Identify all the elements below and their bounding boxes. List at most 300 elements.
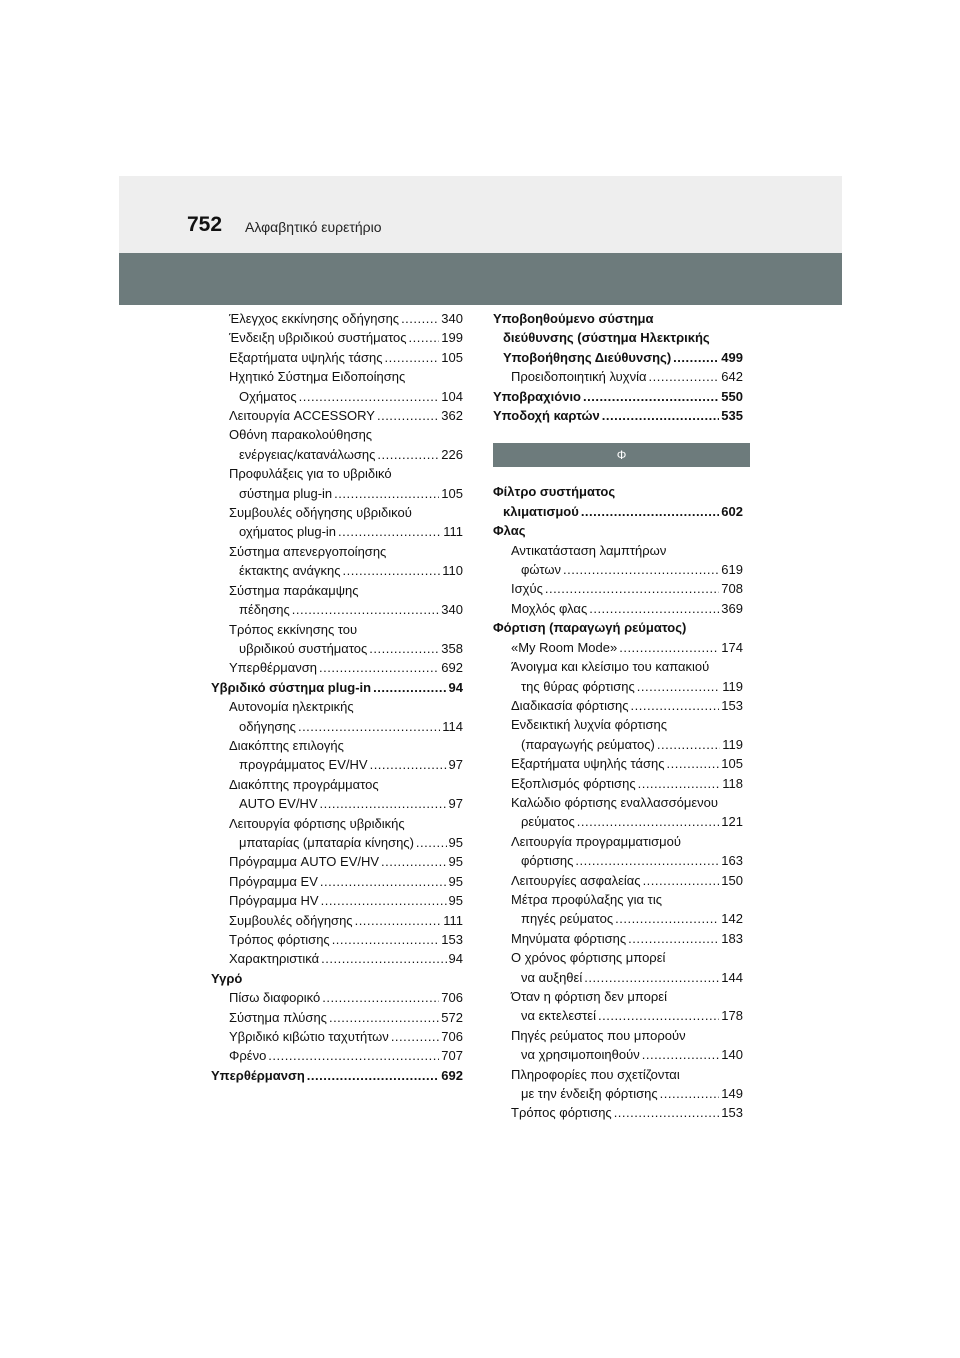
index-term: Υποβοήθησης Διεύθυνσης)	[503, 349, 672, 365]
index-entry-line	[493, 406, 743, 425]
dot-leader	[369, 639, 439, 658]
section-title: Αλφαβητικό ευρετήριο	[245, 219, 382, 235]
page-ref: 692	[441, 1067, 463, 1083]
index-entry	[211, 406, 463, 425]
index-term: (παραγωγής ρεύματος)	[521, 736, 655, 752]
index-term: με την ένδειξη φόρτισης	[521, 1086, 658, 1102]
index-entry-line	[493, 387, 743, 406]
index-term: Φρένο	[229, 1048, 267, 1064]
index-entry-line	[211, 755, 463, 774]
page-ref: 340	[441, 311, 463, 326]
page-ref: 572	[441, 1009, 463, 1025]
page-ref: 692	[441, 660, 463, 676]
index-entry	[211, 872, 463, 891]
index-entry	[493, 367, 743, 386]
page-ref: 94	[448, 679, 463, 695]
index-entry	[211, 1046, 463, 1065]
index-term: Διακόπτης προγράμματος	[229, 776, 379, 792]
index-term: Εξαρτήματα υψηλής τάσης	[511, 756, 665, 772]
index-entry-line	[493, 1084, 743, 1103]
page-ref: 105	[441, 485, 463, 501]
index-term: Λειτουργία φόρτισης υβριδικής	[229, 815, 405, 831]
index-entry	[211, 309, 463, 328]
index-term: Φίλτρο συστήματος	[493, 484, 616, 500]
index-entry	[211, 911, 463, 930]
index-term: Φλας	[493, 523, 526, 539]
index-entry	[493, 774, 743, 793]
index-entry-line	[211, 717, 463, 736]
index-term: Συμβουλές οδήγησης	[229, 912, 353, 928]
index-term: Καλώδιο φόρτισης εναλλασσόμενου	[511, 794, 719, 810]
index-term: Τρόπος εκκίνησης του	[229, 621, 358, 637]
dot-leader	[329, 1008, 439, 1027]
index-entry-line	[493, 560, 743, 579]
page-number: 752	[187, 213, 223, 236]
index-entry-line	[211, 600, 463, 619]
page-ref: 104	[441, 388, 463, 404]
dot-leader	[657, 735, 720, 754]
page-ref: 174	[721, 639, 743, 655]
index-term: Ενδεικτική λυχνία φόρτισης	[511, 717, 668, 733]
index-term: πηγές ρεύματος	[521, 911, 614, 927]
page-ref: 619	[721, 562, 743, 578]
dot-leader	[637, 677, 720, 696]
index-term: Πρόγραμμα EV	[229, 873, 318, 889]
page-ref: 602	[721, 503, 743, 519]
dot-leader	[416, 833, 447, 852]
index-entry	[493, 987, 743, 1026]
index-entry-line	[211, 387, 463, 406]
page-ref: 706	[441, 990, 463, 1006]
index-term: Υποδοχή καρτών	[493, 408, 600, 424]
dot-leader	[638, 774, 721, 793]
dot-leader	[373, 678, 446, 697]
index-term: να χρησιμοποιηθούν	[521, 1047, 640, 1063]
dot-leader	[334, 484, 439, 503]
dot-leader	[563, 560, 719, 579]
index-entry-line	[211, 833, 463, 852]
page-ref: 706	[441, 1029, 463, 1045]
index-term: Οχήματος	[239, 388, 297, 404]
index-term: Μοχλός φλας	[511, 600, 588, 616]
index-term: διεύθυνσης (σύστημα Ηλεκτρικής	[503, 330, 710, 346]
index-term: Χαρακτηριστικά	[229, 951, 320, 967]
index-term: προγράμματος EV/HV	[239, 757, 368, 773]
index-entry	[211, 620, 463, 659]
index-term: Ένδειξη υβριδικού συστήματος	[229, 330, 407, 346]
index-list-left	[211, 309, 463, 1085]
dot-leader	[377, 406, 439, 425]
index-entry	[493, 1065, 743, 1104]
dot-leader	[409, 328, 440, 347]
dot-leader	[320, 872, 447, 891]
index-entry-line	[211, 348, 463, 367]
index-entry	[493, 406, 743, 425]
index-entry	[211, 367, 463, 406]
index-term: υβριδικού συστήματος	[239, 640, 368, 656]
dot-leader	[628, 929, 719, 948]
index-term: Έλεγχος εκκίνησης οδήγησης	[229, 311, 400, 326]
dot-leader	[660, 1084, 720, 1103]
index-term: οδήγησης	[239, 718, 296, 734]
index-entry-line	[211, 891, 463, 910]
index-entry-line	[493, 929, 743, 948]
page-ref: 119	[722, 736, 743, 752]
dot-leader	[385, 348, 440, 367]
page-ref: 95	[448, 834, 463, 850]
index-entry-line	[211, 309, 463, 328]
index-entry-line	[493, 851, 743, 870]
dot-leader	[332, 930, 440, 949]
index-entry	[211, 891, 463, 910]
index-entry-line	[211, 1027, 463, 1046]
index-entry	[211, 775, 463, 814]
index-entry-line	[493, 774, 743, 793]
dot-leader	[649, 367, 720, 386]
header-band	[119, 176, 842, 253]
index-entry	[211, 814, 463, 853]
index-entry	[493, 482, 743, 521]
index-list-right-bottom	[493, 482, 743, 1122]
index-entry	[211, 949, 463, 968]
index-entry	[211, 930, 463, 949]
index-term: Εξαρτήματα υψηλής τάσης	[229, 349, 383, 365]
index-entry-line	[211, 522, 463, 541]
index-term: Αντικατάσταση λαμπτήρων	[511, 542, 667, 558]
index-term: Διαδικασία φόρτισης	[511, 697, 629, 713]
index-entry-line	[493, 367, 743, 386]
page-ref: 144	[721, 969, 743, 985]
index-term: κλιματισμού	[503, 503, 579, 519]
index-term: Ισχύς	[511, 581, 543, 597]
index-entry	[211, 348, 463, 367]
index-entry-line	[211, 1008, 463, 1027]
index-entry-line	[211, 484, 463, 503]
page-ref: 535	[721, 408, 743, 424]
index-entry-line	[493, 579, 743, 598]
index-entry	[493, 638, 743, 657]
page-ref: 163	[721, 853, 743, 869]
index-entry-line	[211, 678, 463, 697]
page-ref: 114	[442, 718, 463, 734]
index-term: έκτακτης ανάγκης	[239, 563, 341, 579]
index-entry-line	[493, 968, 743, 987]
dot-leader	[338, 522, 441, 541]
page-ref: 97	[448, 757, 463, 773]
index-entry-line	[211, 639, 463, 658]
index-entry-line	[211, 949, 463, 968]
index-entry-line	[493, 677, 743, 696]
index-entry-line	[493, 638, 743, 657]
dot-leader	[631, 696, 720, 715]
index-entry	[493, 696, 743, 715]
index-entry	[211, 1066, 463, 1085]
index-entry	[211, 988, 463, 1007]
dot-leader	[298, 717, 440, 736]
index-term: πέδησης	[239, 602, 290, 618]
dot-leader	[370, 755, 447, 774]
index-entry	[493, 832, 743, 871]
index-term: Υβριδικό σύστημα plug-in	[211, 679, 372, 695]
page-ref: 140	[721, 1047, 743, 1063]
page-ref: 183	[721, 930, 743, 946]
dot-leader	[581, 502, 719, 521]
page-ref: 150	[721, 872, 743, 888]
index-term: Άνοιγμα και κλείσιμο του καπακιού	[511, 659, 710, 675]
index-entry	[493, 871, 743, 890]
index-entry	[211, 1008, 463, 1027]
index-term: Λειτουργίες ασφαλείας	[511, 872, 641, 888]
index-entry-line	[211, 658, 463, 677]
index-entry-line	[493, 812, 743, 831]
dot-leader	[673, 348, 719, 367]
dot-leader	[292, 600, 440, 619]
index-term: Λειτουργία προγραμματισμού	[511, 833, 681, 849]
dot-leader	[598, 1006, 719, 1025]
index-term: να εκτελεστεί	[521, 1008, 596, 1024]
index-entry	[211, 969, 463, 988]
index-term: Σύστημα πλύσης	[229, 1009, 327, 1025]
dot-leader	[381, 852, 446, 871]
index-entry	[493, 309, 743, 367]
page-ref: 119	[722, 678, 743, 694]
page-ref: 105	[441, 349, 463, 365]
index-entry-line	[493, 696, 743, 715]
index-term: Τρόπος φόρτισης	[229, 932, 330, 947]
dot-leader	[321, 891, 447, 910]
dot-leader	[377, 445, 439, 464]
index-entry	[211, 852, 463, 871]
page-ref: 95	[448, 854, 463, 870]
page-ref: 707	[441, 1048, 463, 1064]
index-term: Σύστημα απενεργοποίησης	[229, 543, 387, 559]
index-entry-line	[211, 794, 463, 813]
dot-leader	[319, 658, 439, 677]
page-ref: 642	[721, 369, 743, 385]
index-term: Πρόγραμμα HV	[229, 893, 319, 909]
index-entry-line	[493, 1103, 743, 1122]
index-term: Σύστημα παράκαμψης	[229, 582, 359, 598]
index-entry-line	[493, 871, 743, 890]
page-ref: 95	[448, 893, 463, 909]
index-entry	[493, 1026, 743, 1065]
index-term: Προφυλάξεις για το υβριδικό	[229, 466, 392, 482]
index-term: Υβριδικό κιβώτιο ταχυτήτων	[229, 1029, 389, 1045]
page-ref: 153	[441, 932, 463, 947]
page-ref: 550	[721, 388, 743, 404]
index-term: Υγρό	[211, 970, 243, 986]
dot-leader	[545, 579, 719, 598]
page-ref: 178	[721, 1008, 743, 1024]
index-entry	[211, 697, 463, 736]
index-entry-line	[211, 406, 463, 425]
index-entry-line	[211, 988, 463, 1007]
index-entry	[493, 1103, 743, 1122]
dot-leader	[602, 406, 720, 425]
index-entry	[493, 599, 743, 618]
index-term: Πληροφορίες που σχετίζονται	[511, 1066, 680, 1082]
index-entry-line	[211, 911, 463, 930]
index-term: Υποβραχιόνιο	[493, 388, 581, 404]
index-entry-line	[211, 445, 463, 464]
index-term: Προειδοποιητική λυχνία	[511, 369, 647, 385]
dot-leader	[615, 909, 719, 928]
index-entry	[493, 541, 743, 580]
page-ref: 199	[441, 330, 463, 346]
index-entry	[493, 715, 743, 754]
index-entry	[493, 948, 743, 987]
dot-leader	[355, 911, 442, 930]
page-ref: 149	[721, 1086, 743, 1102]
page-ref: 340	[441, 602, 463, 618]
index-term: φόρτισης	[521, 853, 574, 869]
index-term: Αυτονομία ηλεκτρικής	[229, 699, 354, 715]
index-term: ενέργειας/κατανάλωσης	[239, 446, 376, 462]
index-term: AUTO EV/HV	[239, 796, 318, 812]
index-entry	[493, 387, 743, 406]
page-ref: 111	[443, 912, 463, 928]
index-entry	[211, 581, 463, 620]
dot-leader	[642, 1045, 720, 1064]
index-term: Μηνύματα φόρτισης	[511, 930, 627, 946]
index-entry	[211, 503, 463, 542]
dot-leader	[575, 851, 719, 870]
index-entry	[211, 464, 463, 503]
dot-leader	[268, 1046, 439, 1065]
dot-leader	[583, 387, 719, 406]
index-term: ρεύματος	[521, 814, 575, 830]
page-ref: 153	[721, 697, 743, 713]
page-ref: 95	[448, 873, 463, 889]
index-entry-line	[493, 502, 743, 521]
index-entry	[493, 579, 743, 598]
dot-leader	[667, 754, 720, 773]
dot-leader	[320, 794, 447, 813]
index-entry	[493, 890, 743, 929]
index-entry-line	[211, 1046, 463, 1065]
index-entry	[493, 657, 743, 696]
dot-leader	[322, 988, 439, 1007]
index-term: Ο χρόνος φόρτισης μπορεί	[511, 950, 666, 966]
index-term: Πίσω διαφορικό	[229, 990, 321, 1006]
index-term: «My Room Mode»	[511, 639, 618, 655]
dot-leader	[307, 1066, 440, 1085]
page-ref: 499	[721, 349, 743, 365]
page-ref: 118	[722, 775, 743, 791]
index-term: να αυξηθεί	[521, 969, 583, 985]
dot-leader	[577, 812, 720, 831]
page-ref: 708	[721, 581, 743, 597]
index-entry	[493, 793, 743, 832]
index-entry	[211, 542, 463, 581]
page-ref: 97	[448, 796, 463, 812]
index-term: φώτων	[521, 562, 561, 578]
index-entry	[493, 618, 743, 637]
index-column-left	[211, 309, 463, 1085]
index-entry-line	[493, 348, 743, 367]
dot-leader	[614, 1103, 720, 1122]
index-term: Υποβοηθούμενο σύστημα	[493, 311, 654, 326]
index-entry-line	[211, 561, 463, 580]
letter-section-header: Φ	[493, 443, 750, 467]
page-ref: 153	[721, 1105, 743, 1121]
dot-leader	[643, 871, 720, 890]
index-term: Λειτουργία ACCESSORY	[229, 408, 375, 424]
index-entry	[493, 521, 743, 540]
index-term: οχήματος plug-in	[239, 524, 337, 540]
index-entry-line	[493, 735, 743, 754]
index-term: σύστημα plug-in	[239, 485, 333, 501]
index-term: Πρόγραμμα AUTO EV/HV	[229, 854, 380, 870]
page-ref: 94	[448, 951, 463, 967]
index-entry-line	[493, 599, 743, 618]
index-term: Εξοπλισμός φόρτισης	[511, 775, 636, 791]
header-divider-band	[119, 253, 842, 305]
index-entry	[211, 736, 463, 775]
dot-leader	[619, 638, 719, 657]
index-entry-line	[211, 852, 463, 871]
dot-leader	[321, 949, 446, 968]
index-column-right	[493, 309, 743, 1123]
page-ref: 111	[443, 524, 463, 540]
page-ref: 362	[441, 408, 463, 424]
index-term: Οθόνη παρακολούθησης	[229, 427, 373, 443]
index-term: Όταν η φόρτιση δεν μπορεί	[511, 989, 667, 1004]
index-entry-line	[211, 328, 463, 347]
index-list-right-top	[493, 309, 743, 425]
page-ref: 142	[721, 911, 743, 927]
index-term: της θύρας φόρτισης	[521, 678, 635, 694]
index-entry-line	[493, 754, 743, 773]
dot-leader	[584, 968, 719, 987]
dot-leader	[401, 309, 439, 328]
index-entry-line	[493, 909, 743, 928]
index-entry	[211, 658, 463, 677]
index-term: Υπερθέρμανση	[229, 660, 318, 676]
page-ref: 358	[441, 640, 463, 656]
index-entry	[211, 1027, 463, 1046]
index-term: Διακόπτης επιλογής	[229, 737, 344, 753]
index-entry-line	[493, 1006, 743, 1025]
index-term: Πηγές ρεύματος που μπορούν	[511, 1027, 686, 1043]
index-entry-line	[211, 872, 463, 891]
dot-leader	[299, 387, 440, 406]
page-ref: 110	[442, 563, 463, 579]
page-ref: 369	[721, 600, 743, 616]
index-entry-line	[493, 1045, 743, 1064]
index-term: Μέτρα προφύλαξης για τις	[511, 891, 662, 907]
index-entry	[211, 678, 463, 697]
index-entry-line	[211, 930, 463, 949]
index-term: Συμβουλές οδήγησης υβριδικού	[229, 505, 412, 521]
dot-leader	[343, 561, 441, 580]
index-term: μπαταρίας (μπαταρία κίνησης)	[239, 834, 414, 850]
index-term: Ηχητικό Σύστημα Ειδοποίησης	[229, 369, 406, 385]
page-ref: 121	[721, 814, 743, 830]
index-term: Υπερθέρμανση	[211, 1067, 305, 1083]
index-entry-line	[211, 1066, 463, 1085]
index-entry	[493, 929, 743, 948]
dot-leader	[589, 599, 719, 618]
dot-leader	[391, 1027, 439, 1046]
index-entry	[211, 328, 463, 347]
index-entry	[493, 754, 743, 773]
page-ref: 105	[721, 756, 743, 772]
index-term: Τρόπος φόρτισης	[511, 1105, 612, 1121]
page-ref: 226	[441, 446, 463, 462]
index-term: Φόρτιση (παραγωγή ρεύματος)	[493, 620, 687, 636]
index-entry	[211, 425, 463, 464]
